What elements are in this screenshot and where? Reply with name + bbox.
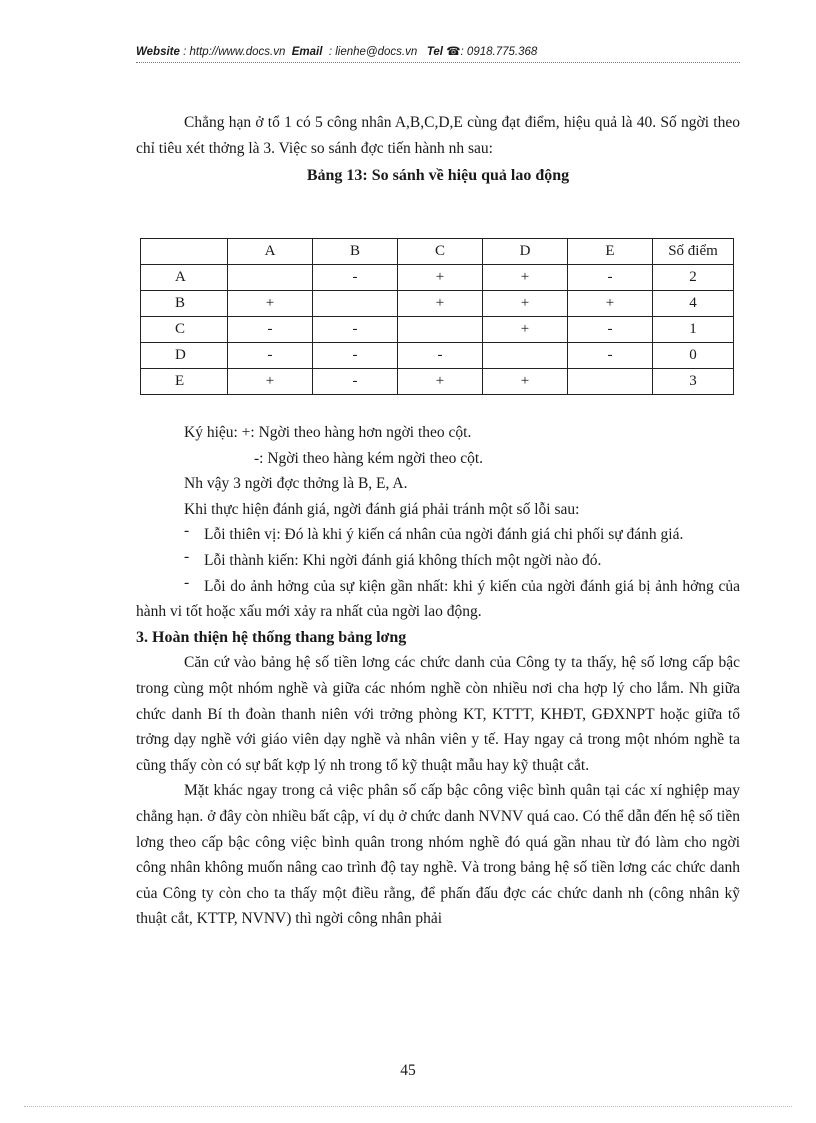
table-cell: - <box>568 317 653 343</box>
table-row-label: B <box>141 291 228 317</box>
tel-value: : 0918.775.368 <box>460 46 538 58</box>
header-divider <box>136 62 740 63</box>
dash-marker: - <box>184 522 190 540</box>
bullet-item <box>136 522 740 548</box>
table-cell: + <box>398 369 483 395</box>
website-label: Website <box>136 46 180 58</box>
table-cell: + <box>483 291 568 317</box>
bullet-text: Lỗi thành kiến: Khi ngời đánh giá không thích một ngời nào đó. <box>204 551 602 569</box>
table-cell: - <box>313 265 398 291</box>
table-header-cell: D <box>483 239 568 265</box>
table-cell: + <box>228 369 313 395</box>
table-cell <box>398 317 483 343</box>
table-cell: 4 <box>653 291 734 317</box>
table-header-cell <box>141 239 228 265</box>
table-cell: + <box>568 291 653 317</box>
phone-icon: ☎ <box>446 46 461 58</box>
table-cell: - <box>228 343 313 369</box>
comparison-table <box>140 238 734 395</box>
legend-line: Nh vậy 3 ngời đợc thởng là B, E, A. <box>184 475 408 493</box>
section-paragraph: Mặt khác ngay trong cả việc phân số cấp bậc công việc bình quân tại các xí nghiệp may chẳng hạn. ở đây còn nhiều bất cập, ví dụ ở chức danh NVNV quá cao. Có thể dẫn đến hệ số tiền lơng theo cấp bậc công việc bình quân trong nhóm nghề đó quá gần nhau từ đó làm cho ngời công nhân không muốn nâng cao trình độ tay nghề. Và trong bảng hệ số tiền lơng các chức danh của Công ty còn cho ta thấy một điều rằng, để phấn đấu đợc các chức danh nh (công nhân kỹ thuật cắt, KTTP, NVNV) thì ngời công nhân phải <box>136 782 740 928</box>
table-row <box>141 317 734 343</box>
table-header-cell: Số điểm <box>653 239 734 265</box>
table-cell: + <box>398 265 483 291</box>
table-cell: - <box>228 317 313 343</box>
table-row <box>141 291 734 317</box>
table-cell: + <box>398 291 483 317</box>
table-cell: - <box>568 343 653 369</box>
table-title: Bảng 13: So sánh về hiệu quả lao động <box>306 167 570 185</box>
table-cell: + <box>483 369 568 395</box>
legend-line: Ký hiệu: +: Ngời theo hàng hơn ngời theo cột. <box>184 424 472 441</box>
bullet-text: Lỗi thiên vị: Đó là khi ý kiến cá nhân của ngời đánh giá chi phối sự đánh giá. <box>204 526 684 544</box>
table-cell <box>483 343 568 369</box>
intro-block <box>136 110 740 189</box>
table-header-cell: A <box>228 239 313 265</box>
table-cell: 0 <box>653 343 734 369</box>
footer-divider <box>24 1106 792 1107</box>
table-cell: 3 <box>653 369 734 395</box>
table-cell: + <box>228 291 313 317</box>
table-row-label: A <box>141 265 228 291</box>
table-cell: - <box>313 343 398 369</box>
page-header <box>136 44 740 58</box>
tel-label: Tel <box>426 46 444 58</box>
website-value: : http://www.docs.vn <box>183 46 286 58</box>
table-row-label: C <box>141 317 228 343</box>
table-row-label: E <box>141 369 228 395</box>
dash-marker: - <box>184 547 190 565</box>
dash-marker: - <box>184 573 190 591</box>
table-cell <box>313 291 398 317</box>
table-cell <box>568 369 653 395</box>
table-cell: + <box>483 317 568 343</box>
table-cell: - <box>313 369 398 395</box>
table-row-label: D <box>141 343 228 369</box>
table-row <box>141 369 734 395</box>
bullet-item <box>136 574 740 625</box>
table-row <box>141 265 734 291</box>
intro-paragraph: Chẳng hạn ở tổ 1 có 5 công nhân A,B,C,D,E cùng đạt điểm, hiệu quả là 40. Số ngời theo chỉ tiêu xét thởng là 3. Việc so sánh đợc tiến hành nh sau: <box>136 114 740 157</box>
bullet-item <box>136 548 740 574</box>
table-cell: + <box>483 265 568 291</box>
legend-line: -: Ngời theo hàng kém ngời theo cột. <box>254 449 484 467</box>
table-cell: 2 <box>653 265 734 291</box>
table-header-cell: E <box>568 239 653 265</box>
section-paragraph: Căn cứ vào bảng hệ số tiền lơng các chức danh của Công ty ta thấy, hệ số lơng cấp bậc trong cùng một nhóm nghề và giữa các nhóm nghề còn nhiều nơi cha hợp lý cho lắm. Nh giữa chức danh Bí th đoàn thanh niên với trởng phòng KT, KTTT, KHĐT, GĐXNPT hoặc giữa tổ trởng dạy nghề với giáo viên dạy nghề và nhân viên y tế. Hay ngay cả trong một nhóm nghề ta cũng thấy còn có sự bất kợp lý nh trong tổ kỹ thuật mẫu hay kỹ thuật cắt. <box>136 654 740 774</box>
bullet-text: Lỗi do ảnh hởng của sự kiện gần nhất: khi ý kiến của ngời đánh giá bị ảnh hởng của hành vi tốt hoặc xấu mới xảy ra nhất của ngời lao động. <box>136 577 740 621</box>
table-cell: 1 <box>653 317 734 343</box>
email-value: : lienhe@docs.vn <box>328 46 418 58</box>
table-cell: - <box>398 343 483 369</box>
table-header-row <box>141 239 734 265</box>
legend-line: Khi thực hiện đánh giá, ngời đánh giá phải tránh một số lỗi sau: <box>184 500 580 518</box>
table-header-cell: C <box>398 239 483 265</box>
section-heading: 3. Hoàn thiện hệ thống thang bảng lơng <box>136 628 407 646</box>
table-cell <box>228 265 313 291</box>
table-row <box>141 343 734 369</box>
legend-block <box>136 420 740 932</box>
email-label: Email <box>291 46 323 58</box>
page-number: 45 <box>400 1062 416 1079</box>
table-cell: - <box>313 317 398 343</box>
table-cell: - <box>568 265 653 291</box>
table-header-cell: B <box>313 239 398 265</box>
